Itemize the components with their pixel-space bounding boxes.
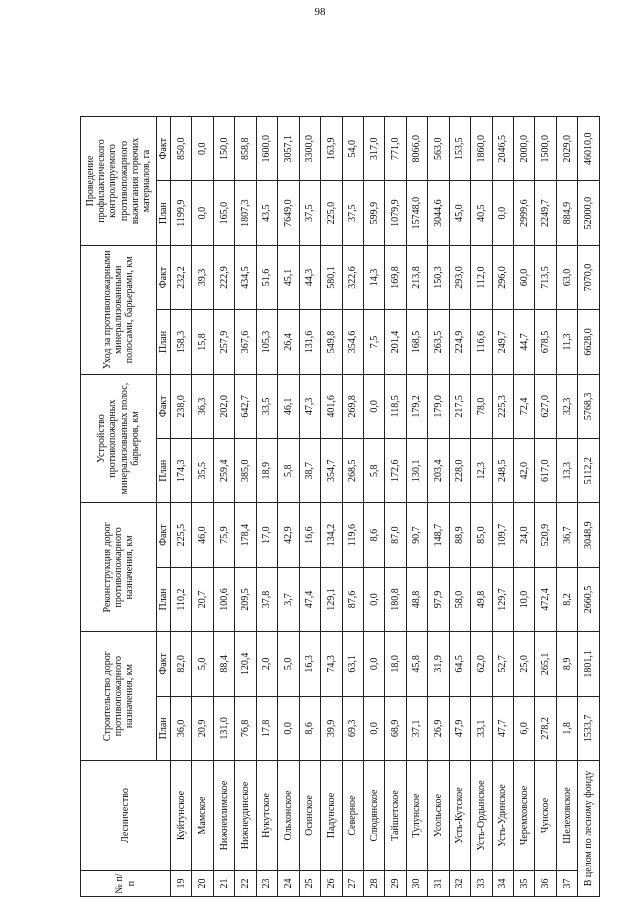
row-number: 32 (449, 871, 470, 897)
value-cell: 0,0 (363, 374, 384, 438)
value-cell: 112,0 (471, 245, 492, 309)
value-cell: 884,9 (556, 181, 577, 245)
row-number: 27 (342, 871, 363, 897)
table-row (406, 117, 427, 897)
forestry-name: Северное (342, 761, 363, 871)
table-row (514, 117, 535, 897)
value-cell: 82,0 (171, 632, 192, 696)
value-cell: 1079,9 (385, 181, 406, 245)
forestry-name: Чунское (535, 761, 556, 871)
value-cell: 3057,1 (278, 117, 299, 181)
value-cell: 278,2 (535, 696, 556, 760)
value-cell: 771,0 (385, 117, 406, 181)
value-cell: 48,8 (406, 567, 427, 631)
value-cell: 20,7 (192, 567, 213, 631)
header-road-construction: Строительство дорог противопожарного назначения, км (81, 632, 157, 761)
value-cell: 88,9 (449, 503, 470, 567)
value-cell: 168,5 (406, 310, 427, 374)
forestry-name: Слюдянское (363, 761, 384, 871)
value-cell: 129,1 (321, 567, 342, 631)
header-strip-maintenance: Уход за противопожарными минерализованными полосами, барьерами, км (81, 245, 157, 374)
value-cell: 248,5 (492, 439, 513, 503)
value-cell: 5,0 (278, 632, 299, 696)
value-cell: 179,2 (406, 374, 427, 438)
value-cell: 33,1 (471, 696, 492, 760)
value-cell: 2249,7 (535, 181, 556, 245)
value-cell: 42,9 (278, 503, 299, 567)
value-cell: 224,9 (449, 310, 470, 374)
value-cell: 228,0 (449, 439, 470, 503)
value-cell: 148,7 (428, 503, 449, 567)
value-cell: 0,0 (492, 181, 513, 245)
forestry-name: Осинское (299, 761, 320, 871)
table-row (556, 117, 577, 897)
value-cell: 37,8 (256, 567, 277, 631)
value-cell: 265,1 (535, 632, 556, 696)
value-cell: 47,9 (449, 696, 470, 760)
table-row (363, 117, 384, 897)
value-cell: 3,7 (278, 567, 299, 631)
value-cell: 60,0 (514, 245, 535, 309)
value-cell: 26,4 (278, 310, 299, 374)
value-cell: 150,0 (213, 117, 234, 181)
value-cell: 8,2 (556, 567, 577, 631)
row-number: 26 (321, 871, 342, 897)
value-cell: 858,8 (235, 117, 256, 181)
value-cell: 58,0 (449, 567, 470, 631)
value-cell: 163,9 (321, 117, 342, 181)
value-cell: 131,6 (299, 310, 320, 374)
value-cell: 1533,7 (578, 696, 600, 760)
table-body (171, 117, 600, 897)
value-cell: 15,8 (192, 310, 213, 374)
value-cell: 116,6 (471, 310, 492, 374)
value-cell: 35,5 (192, 439, 213, 503)
value-cell: 563,0 (428, 117, 449, 181)
value-cell: 46,1 (278, 374, 299, 438)
row-number: 28 (363, 871, 384, 897)
row-number: 22 (235, 871, 256, 897)
value-cell: 213,8 (406, 245, 427, 309)
value-cell: 580,1 (321, 245, 342, 309)
value-cell: 109,7 (492, 503, 513, 567)
value-cell: 20,9 (192, 696, 213, 760)
value-cell: 713,5 (535, 245, 556, 309)
value-cell: 5,8 (363, 439, 384, 503)
value-cell: 259,4 (213, 439, 234, 503)
value-cell: 249,7 (492, 310, 513, 374)
value-cell: 16,3 (299, 632, 320, 696)
value-cell: 36,7 (556, 503, 577, 567)
value-cell: 18,0 (385, 632, 406, 696)
forestry-name: Тулунское (406, 761, 427, 871)
value-cell: 520,9 (535, 503, 556, 567)
total-label: В целом по лесному фонду (578, 761, 600, 897)
subheader-fact: Факт (157, 632, 171, 696)
value-cell: 1801,1 (578, 632, 600, 696)
value-cell: 1,8 (556, 696, 577, 760)
value-cell: 64,5 (449, 632, 470, 696)
value-cell: 63,0 (556, 245, 577, 309)
table-row (471, 117, 492, 897)
value-cell: 169,8 (385, 245, 406, 309)
value-cell: 222,9 (213, 245, 234, 309)
value-cell: 18,9 (256, 439, 277, 503)
forestry-name: Черемховское (514, 761, 535, 871)
value-cell: 179,0 (428, 374, 449, 438)
row-number: 30 (406, 871, 427, 897)
rotated-table-wrapper (80, 117, 600, 897)
value-cell: 69,3 (342, 696, 363, 760)
value-cell: 46010,0 (578, 117, 600, 181)
value-cell: 3048,9 (578, 503, 600, 567)
value-cell: 401,6 (321, 374, 342, 438)
value-cell: 1500,0 (535, 117, 556, 181)
value-cell: 1860,0 (471, 117, 492, 181)
row-number: 29 (385, 871, 406, 897)
page-number: 98 (314, 6, 326, 18)
value-cell: 8,6 (363, 503, 384, 567)
value-cell: 49,8 (471, 567, 492, 631)
value-cell: 51,6 (256, 245, 277, 309)
total-row (578, 117, 600, 897)
value-cell: 158,3 (171, 310, 192, 374)
value-cell: 6,0 (514, 696, 535, 760)
value-cell: 367,6 (235, 310, 256, 374)
value-cell: 62,0 (471, 632, 492, 696)
value-cell: 2660,5 (578, 567, 600, 631)
value-cell: 14,3 (363, 245, 384, 309)
value-cell: 44,3 (299, 245, 320, 309)
value-cell: 46,0 (192, 503, 213, 567)
row-number: 25 (299, 871, 320, 897)
table-row (449, 117, 470, 897)
value-cell: 5768,3 (578, 374, 600, 438)
value-cell: 257,9 (213, 310, 234, 374)
value-cell: 130,1 (406, 439, 427, 503)
value-cell: 5112,2 (578, 439, 600, 503)
table-row (278, 117, 299, 897)
value-cell: 15748,0 (406, 181, 427, 245)
row-number: 37 (556, 871, 577, 897)
value-cell: 617,0 (535, 439, 556, 503)
value-cell: 269,8 (342, 374, 363, 438)
value-cell: 32,3 (556, 374, 577, 438)
value-cell: 85,0 (471, 503, 492, 567)
value-cell: 238,0 (171, 374, 192, 438)
value-cell: 78,0 (471, 374, 492, 438)
table-row (535, 117, 556, 897)
row-number: 24 (278, 871, 299, 897)
value-cell: 37,5 (342, 181, 363, 245)
value-cell: 2029,0 (556, 117, 577, 181)
table-row (428, 117, 449, 897)
value-cell: 110,2 (171, 567, 192, 631)
value-cell: 8,9 (556, 632, 577, 696)
table-row (192, 117, 213, 897)
subheader-plan: План (157, 439, 171, 503)
value-cell: 45,0 (449, 181, 470, 245)
value-cell: 385,0 (235, 439, 256, 503)
value-cell: 599,9 (363, 181, 384, 245)
value-cell: 434,5 (235, 245, 256, 309)
value-cell: 217,5 (449, 374, 470, 438)
value-cell: 36,3 (192, 374, 213, 438)
forestry-name: Мамское (192, 761, 213, 871)
value-cell: 354,6 (342, 310, 363, 374)
value-cell: 131,0 (213, 696, 234, 760)
value-cell: 225,3 (492, 374, 513, 438)
value-cell: 202,0 (213, 374, 234, 438)
row-number: 23 (256, 871, 277, 897)
value-cell: 47,4 (299, 567, 320, 631)
value-cell: 472,4 (535, 567, 556, 631)
value-cell: 45,1 (278, 245, 299, 309)
value-cell: 0,0 (363, 696, 384, 760)
subheader-fact: Факт (157, 374, 171, 438)
value-cell: 296,0 (492, 245, 513, 309)
value-cell: 627,0 (535, 374, 556, 438)
value-cell: 26,9 (428, 696, 449, 760)
subheader-fact: Факт (157, 245, 171, 309)
forestry-name: Нижнеудинское (235, 761, 256, 871)
value-cell: 0,0 (192, 117, 213, 181)
value-cell: 2000,0 (514, 117, 535, 181)
row-number: 20 (192, 871, 213, 897)
value-cell: 36,0 (171, 696, 192, 760)
value-cell: 225,0 (321, 181, 342, 245)
value-cell: 0,0 (363, 632, 384, 696)
value-cell: 5,0 (192, 632, 213, 696)
value-cell: 16,6 (299, 503, 320, 567)
value-cell: 263,5 (428, 310, 449, 374)
value-cell: 45,8 (406, 632, 427, 696)
value-cell: 24,0 (514, 503, 535, 567)
value-cell: 76,8 (235, 696, 256, 760)
value-cell: 549,8 (321, 310, 342, 374)
value-cell: 203,4 (428, 439, 449, 503)
value-cell: 33,5 (256, 374, 277, 438)
table-row (256, 117, 277, 897)
value-cell: 39,9 (321, 696, 342, 760)
row-number: 21 (213, 871, 234, 897)
value-cell: 6628,0 (578, 310, 600, 374)
table-row (213, 117, 234, 897)
value-cell: 75,9 (213, 503, 234, 567)
value-cell: 3044,6 (428, 181, 449, 245)
table-row (492, 117, 513, 897)
value-cell: 293,0 (449, 245, 470, 309)
value-cell: 2999,6 (514, 181, 535, 245)
value-cell: 134,2 (321, 503, 342, 567)
value-cell: 25,0 (514, 632, 535, 696)
value-cell: 165,0 (213, 181, 234, 245)
subheader-plan: План (157, 181, 171, 245)
header-controlled-burning: Проведение профилактического контролируемого противопожарного выжигания горючих материалов, га (81, 117, 157, 246)
value-cell: 31,9 (428, 632, 449, 696)
value-cell: 180,8 (385, 567, 406, 631)
value-cell: 68,9 (385, 696, 406, 760)
table-row (342, 117, 363, 897)
value-cell: 17,0 (256, 503, 277, 567)
forestry-name: Куйтунское (171, 761, 192, 871)
subheader-fact: Факт (157, 117, 171, 181)
value-cell: 11,3 (556, 310, 577, 374)
forestry-name: Ольхонское (278, 761, 299, 871)
row-number: 34 (492, 871, 513, 897)
subheader-plan: План (157, 310, 171, 374)
header-strip-installation: Устройство противопожарных минерализованных полос, барьеров, км (81, 374, 157, 503)
forestry-name: Усть-Удинское (492, 761, 513, 871)
subheader-fact: Факт (157, 503, 171, 567)
table-row (299, 117, 320, 897)
header-forestry: Лесничество (81, 761, 171, 871)
value-cell: 2046,5 (492, 117, 513, 181)
value-cell: 5,8 (278, 439, 299, 503)
value-cell: 105,3 (256, 310, 277, 374)
header-road-reconstruction: Реконструкция дорог противопожарного назначения, км (81, 503, 157, 632)
value-cell: 44,7 (514, 310, 535, 374)
value-cell: 37,5 (299, 181, 320, 245)
forestry-fire-prevention-table (80, 116, 600, 897)
value-cell: 118,5 (385, 374, 406, 438)
value-cell: 2,0 (256, 632, 277, 696)
value-cell: 52000,0 (578, 181, 600, 245)
row-number: 31 (428, 871, 449, 897)
value-cell: 120,4 (235, 632, 256, 696)
value-cell: 0,0 (363, 567, 384, 631)
row-number: 19 (171, 871, 192, 897)
value-cell: 63,1 (342, 632, 363, 696)
value-cell: 43,5 (256, 181, 277, 245)
value-cell: 172,6 (385, 439, 406, 503)
forestry-name: Падунское (321, 761, 342, 871)
forestry-name: Усольское (428, 761, 449, 871)
value-cell: 209,5 (235, 567, 256, 631)
forestry-name: Усть-Ордынское (471, 761, 492, 871)
value-cell: 90,7 (406, 503, 427, 567)
value-cell: 119,6 (342, 503, 363, 567)
value-cell: 850,0 (171, 117, 192, 181)
value-cell: 178,4 (235, 503, 256, 567)
value-cell: 54,0 (342, 117, 363, 181)
table-row (171, 117, 192, 897)
table-row (235, 117, 256, 897)
row-number: 36 (535, 871, 556, 897)
header-number: № п/п (81, 871, 171, 897)
value-cell: 100,6 (213, 567, 234, 631)
value-cell: 40,5 (471, 181, 492, 245)
forestry-name: Нукутское (256, 761, 277, 871)
value-cell: 7070,0 (578, 245, 600, 309)
value-cell: 88,4 (213, 632, 234, 696)
value-cell: 87,0 (385, 503, 406, 567)
value-cell: 678,5 (535, 310, 556, 374)
subheader-plan: План (157, 567, 171, 631)
forestry-name: Тайшетское (385, 761, 406, 871)
value-cell: 317,0 (363, 117, 384, 181)
value-cell: 8066,0 (406, 117, 427, 181)
value-cell: 39,3 (192, 245, 213, 309)
value-cell: 0,0 (278, 696, 299, 760)
value-cell: 642,7 (235, 374, 256, 438)
value-cell: 0,0 (192, 181, 213, 245)
value-cell: 38,7 (299, 439, 320, 503)
value-cell: 87,6 (342, 567, 363, 631)
value-cell: 47,7 (492, 696, 513, 760)
subheader-plan: План (157, 696, 171, 760)
value-cell: 3300,0 (299, 117, 320, 181)
value-cell: 13,3 (556, 439, 577, 503)
value-cell: 232,2 (171, 245, 192, 309)
value-cell: 97,9 (428, 567, 449, 631)
value-cell: 10,0 (514, 567, 535, 631)
value-cell: 17,8 (256, 696, 277, 760)
row-number: 35 (514, 871, 535, 897)
value-cell: 322,6 (342, 245, 363, 309)
row-number: 33 (471, 871, 492, 897)
value-cell: 153,5 (449, 117, 470, 181)
value-cell: 37,1 (406, 696, 427, 760)
value-cell: 129,7 (492, 567, 513, 631)
value-cell: 74,3 (321, 632, 342, 696)
value-cell: 174,3 (171, 439, 192, 503)
forestry-name: Шелеховское (556, 761, 577, 871)
value-cell: 201,4 (385, 310, 406, 374)
value-cell: 8,6 (299, 696, 320, 760)
value-cell: 1199,9 (171, 181, 192, 245)
value-cell: 12,3 (471, 439, 492, 503)
value-cell: 7649,0 (278, 181, 299, 245)
value-cell: 47,3 (299, 374, 320, 438)
value-cell: 150,3 (428, 245, 449, 309)
table-row (321, 117, 342, 897)
value-cell: 1600,0 (256, 117, 277, 181)
value-cell: 268,5 (342, 439, 363, 503)
value-cell: 1807,3 (235, 181, 256, 245)
value-cell: 42,0 (514, 439, 535, 503)
forestry-name: Усть-Кутское (449, 761, 470, 871)
forestry-name: Нижнеилимское (213, 761, 234, 871)
value-cell: 354,7 (321, 439, 342, 503)
table-row (385, 117, 406, 897)
value-cell: 7,5 (363, 310, 384, 374)
value-cell: 72,4 (514, 374, 535, 438)
value-cell: 225,5 (171, 503, 192, 567)
value-cell: 52,7 (492, 632, 513, 696)
